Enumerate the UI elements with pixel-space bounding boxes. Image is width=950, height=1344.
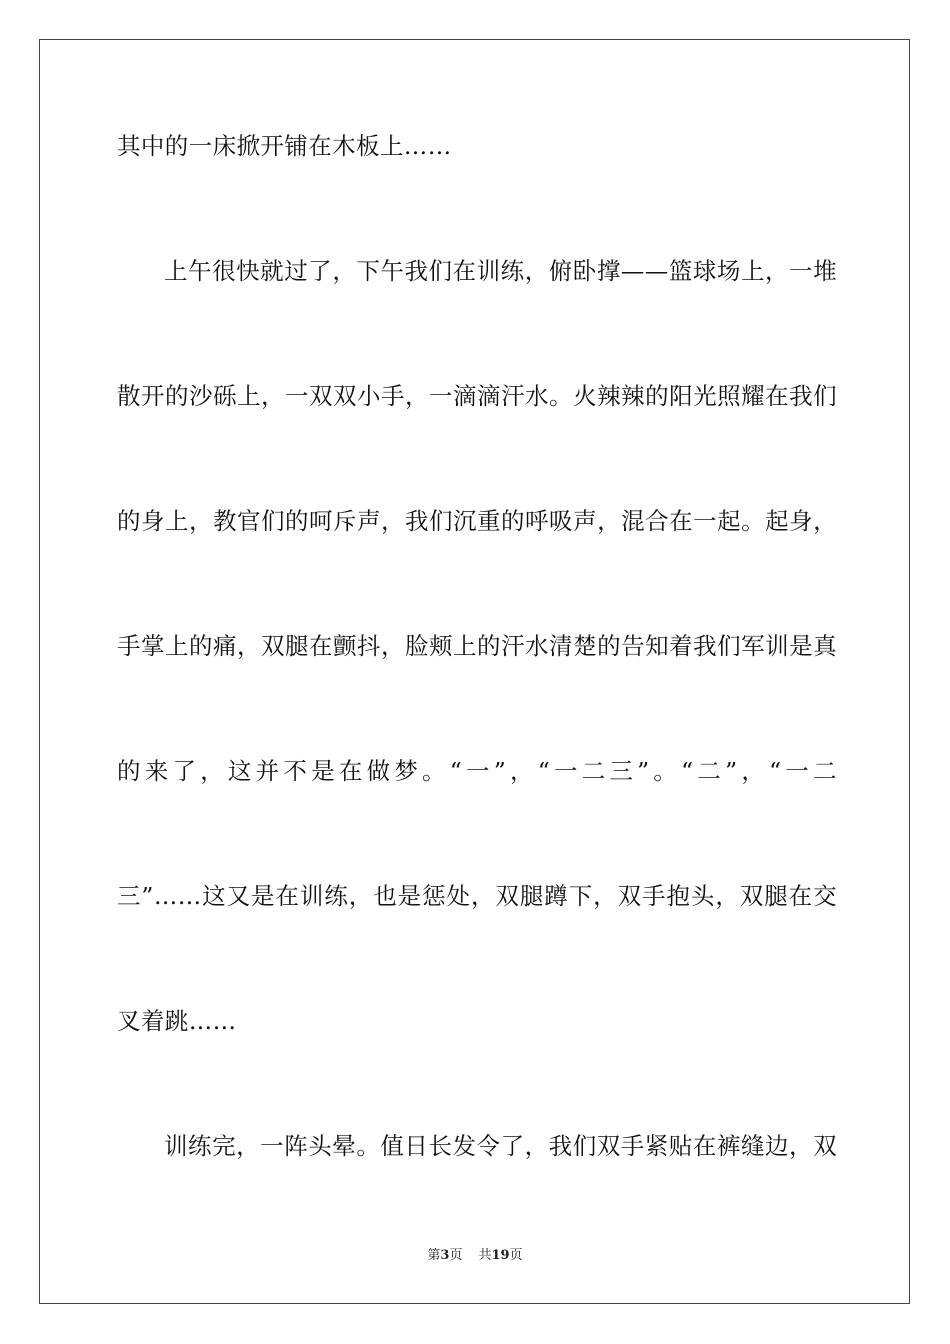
page-border	[39, 39, 910, 1304]
total-suffix: 页	[509, 1248, 523, 1263]
text-line: 三”……这又是在训练，也是惩处，双腿蹲下，双手抱头，双腿在交	[117, 882, 837, 910]
text-line: 叉着跳……	[117, 1007, 237, 1035]
text-line: 手掌上的痛，双腿在颤抖，脸颊上的汗水清楚的告知着我们军训是真	[117, 632, 837, 660]
text-line: 训练完，一阵头晕。值日长发令了，我们双手紧贴在裤缝边，双	[164, 1132, 837, 1160]
text-line: 的来了，这并不是在做梦。“一”，“一二三”。“二”，“一二	[117, 757, 837, 785]
page-prefix: 第	[427, 1248, 441, 1263]
text-line: 散开的沙砾上，一双双小手，一滴滴汗水。火辣辣的阳光照耀在我们	[117, 382, 837, 410]
page-footer	[0, 1246, 950, 1266]
page-suffix: 页	[449, 1248, 463, 1263]
text-line: 其中的一床掀开铺在木板上……	[117, 132, 452, 160]
total-pages: 19	[491, 1248, 510, 1263]
total-prefix: 共	[478, 1248, 492, 1263]
text-line: 上午很快就过了，下午我们在训练，俯卧撑——篮球场上，一堆	[164, 257, 837, 285]
page-number: 3	[440, 1248, 450, 1263]
text-line: 的身上，教官们的呵斥声，我们沉重的呼吸声，混合在一起。起身，	[117, 507, 837, 535]
